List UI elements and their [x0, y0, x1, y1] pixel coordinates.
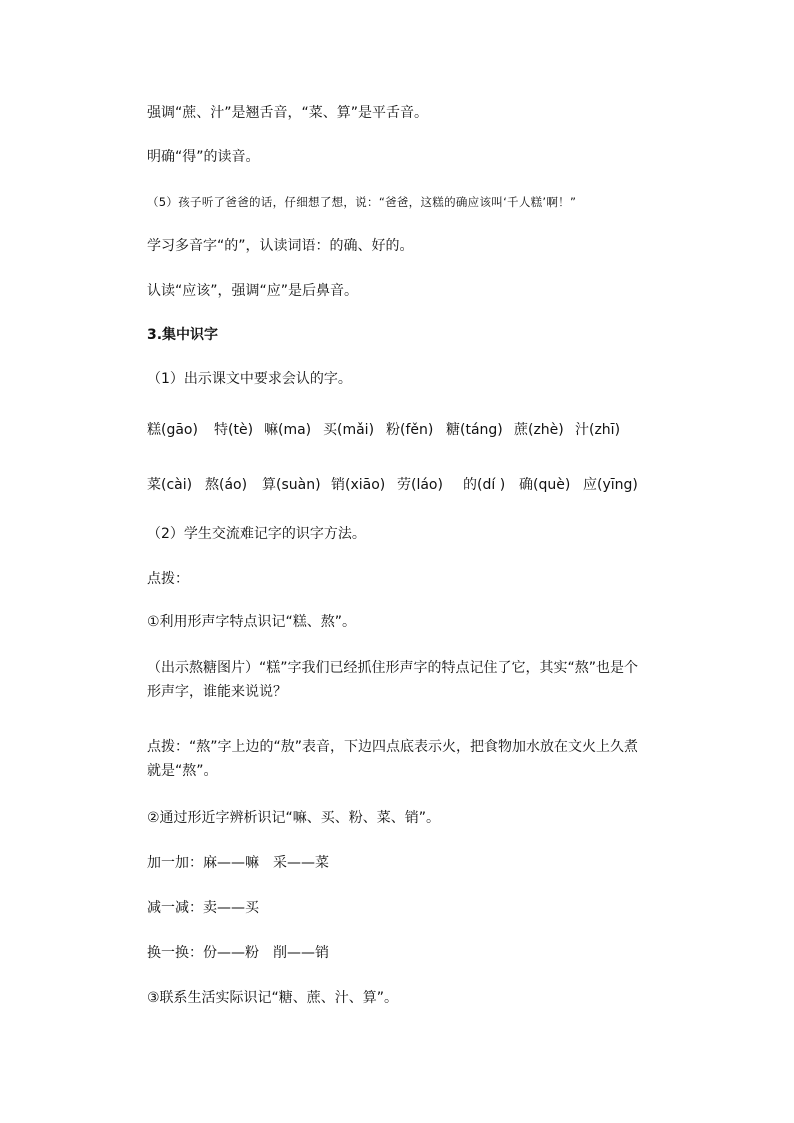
char-item: 应(yīng) — [583, 477, 638, 493]
text-line: 明确“得”的读音。 — [147, 149, 260, 165]
char-item: 菜(cài) — [147, 477, 193, 493]
paragraph: 点拨：“熬”字上边的“敖”表音，下边四点底表示火，把食物加水放在文火上久煮就是“熬”。 — [147, 739, 639, 779]
text-line: （2）学生交流难记字的识字方法。 — [147, 526, 366, 542]
text-line: 强调“蔗、汁”是翘舌音，“菜、算”是平舌音。 — [147, 105, 429, 121]
char-item: 的(dí ) — [463, 477, 506, 493]
char-item: 糕(gāo) — [147, 422, 198, 438]
char-item: 算(suàn) — [262, 477, 321, 493]
char-item: 买(mǎi) — [323, 422, 375, 438]
text-line: ②通过形近字辨析识记“嘛、买、粉、菜、销”。 — [147, 810, 441, 826]
text-line: 减一减：卖——买 — [147, 900, 259, 916]
char-list-row-2 — [147, 475, 667, 495]
text-line: ③联系生活实际识记“糖、蔗、汁、算”。 — [147, 990, 399, 1006]
char-item: 糖(táng) — [446, 422, 503, 438]
text-line: 学习多音字“的”，认读词语：的确、好的。 — [147, 238, 414, 254]
char-item: 销(xiāo) — [331, 477, 386, 493]
section-heading: 3.集中识字 — [147, 327, 219, 343]
story-quote: （5）孩子听了爸爸的话，仔细想了想，说：“爸爸，这糕的确应该叫‘千人糕’啊！” — [147, 195, 577, 209]
char-item: 劳(láo) — [397, 477, 443, 493]
text-line: 换一换：份——粉 削——销 — [147, 945, 329, 961]
text-line: ①利用形声字特点识记“糕、熬”。 — [147, 614, 357, 630]
text-line: 点拨： — [147, 571, 189, 587]
char-item: 嘛(ma) — [264, 422, 312, 438]
paragraph: （出示熬糖图片）“糕”字我们已经抓住形声字的特点记住了它，其实“熬”也是个形声字，谁能来说说？ — [147, 660, 639, 700]
char-list-row-1 — [147, 420, 667, 440]
char-item: 粉(fěn) — [386, 422, 434, 438]
text-line: 认读“应该”，强调“应”是后鼻音。 — [147, 283, 359, 299]
text-line: 加一加：麻——嘛 采——菜 — [147, 855, 329, 871]
char-item: 蔗(zhè) — [514, 422, 564, 438]
char-item: 熬(áo) — [205, 477, 248, 493]
char-item: 特(tè) — [214, 422, 254, 438]
char-item: 汁(zhī) — [575, 422, 621, 438]
text-line: （1）出示课文中要求会认的字。 — [147, 371, 352, 387]
char-item: 确(què) — [519, 477, 571, 493]
